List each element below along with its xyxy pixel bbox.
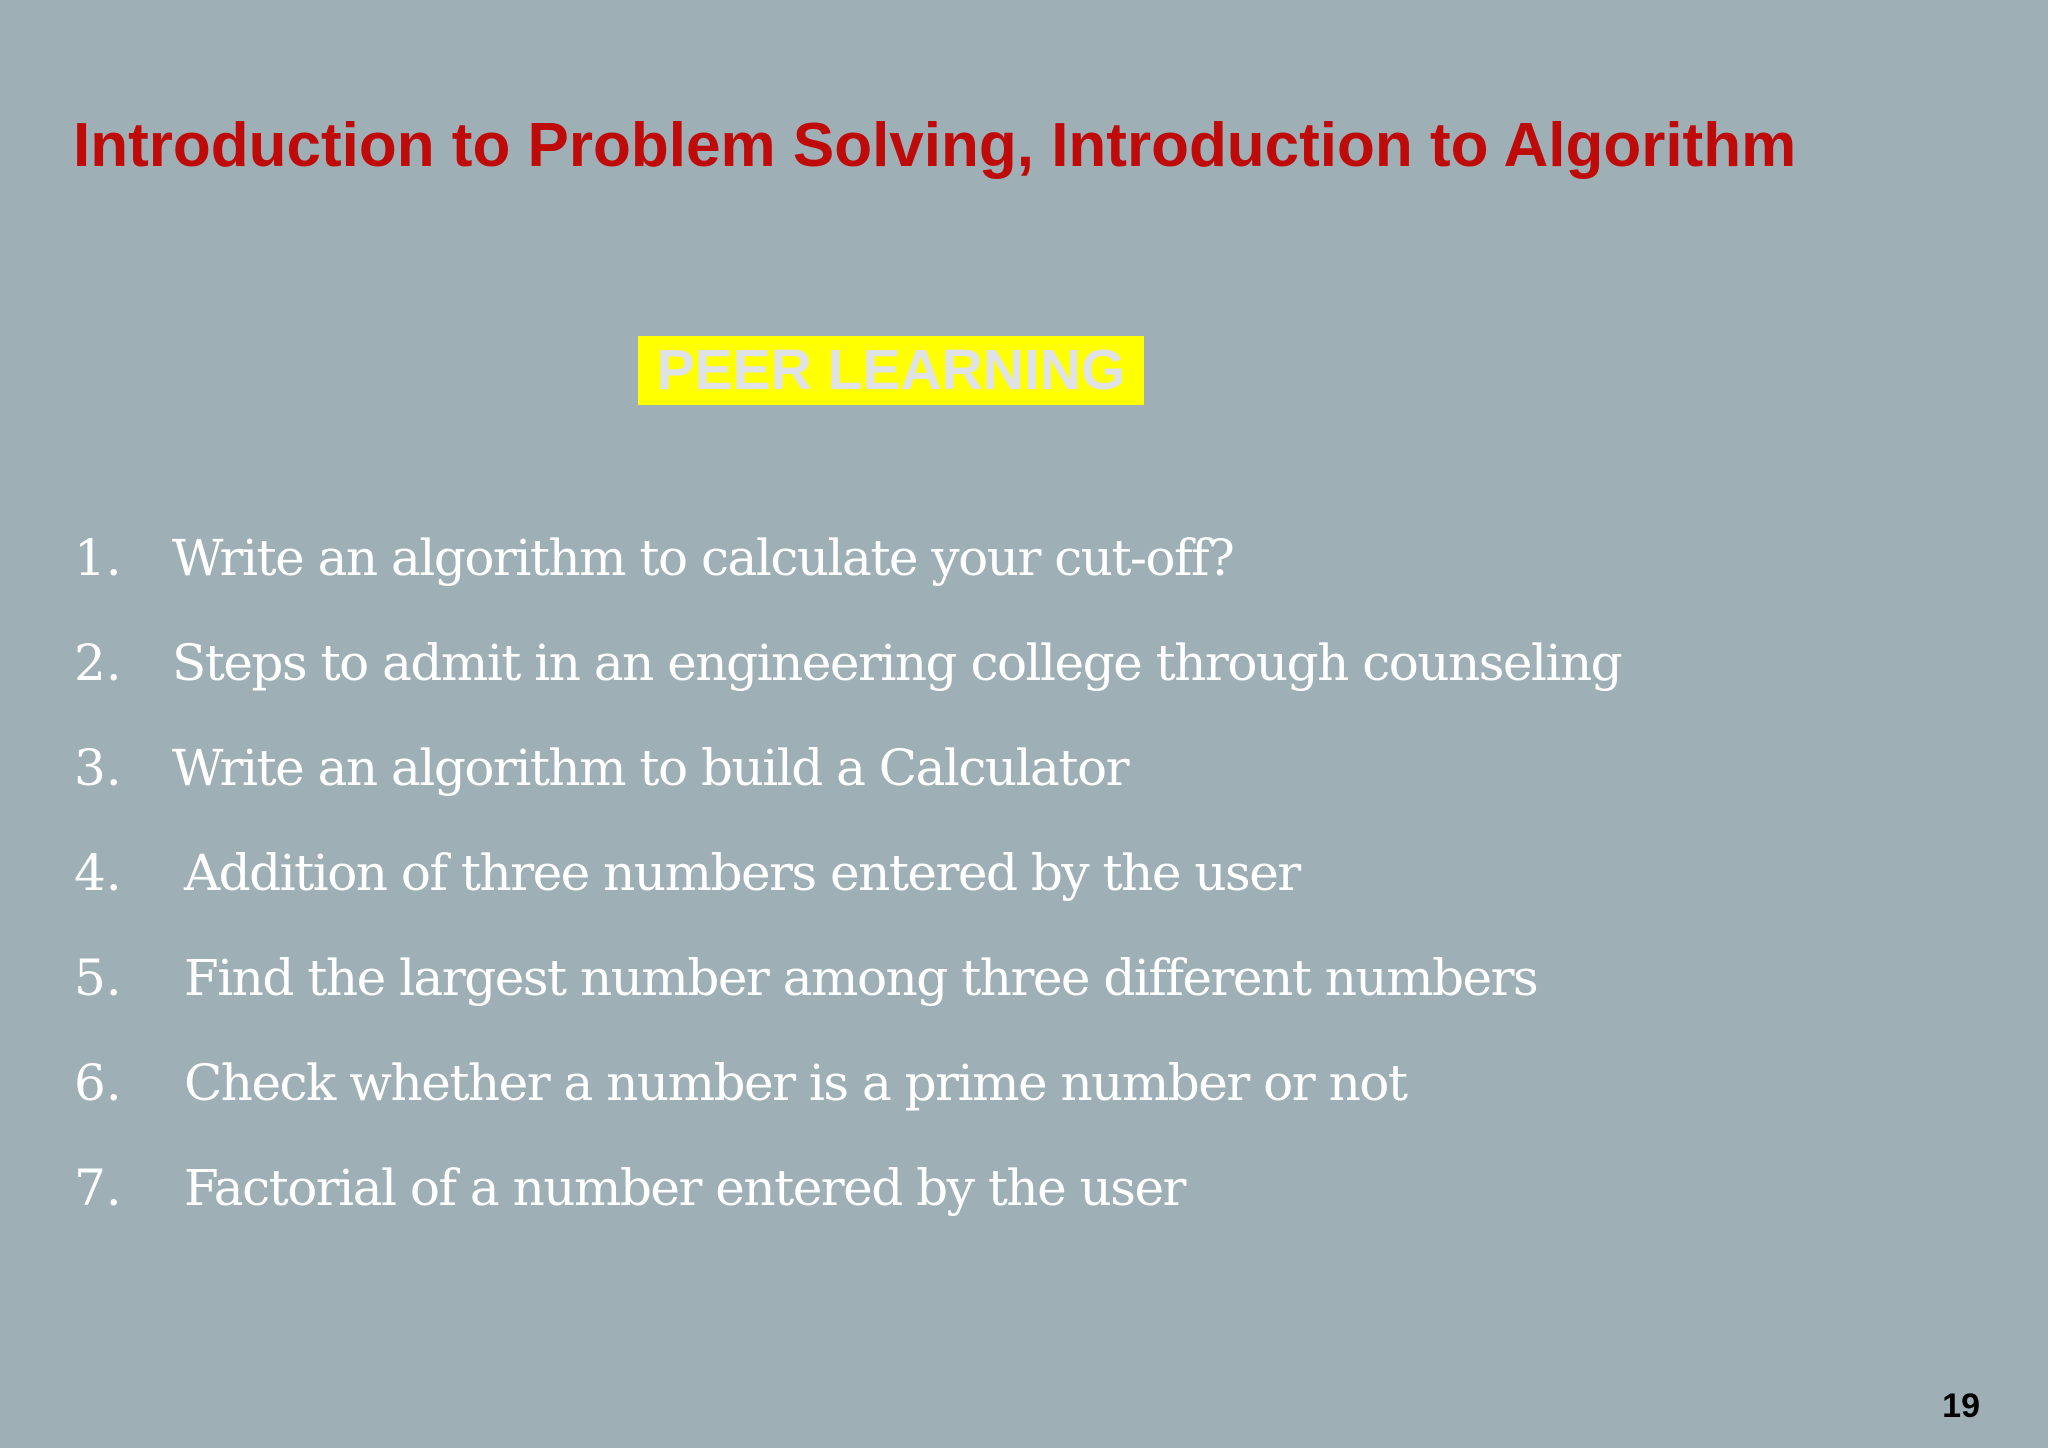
list-item [0,938,1800,1018]
list-item-number: 3. [74,739,122,797]
list-item-text: Addition of three numbers entered by the user [184,844,1300,902]
list-item-number: 7. [74,1159,122,1217]
list-item-number: 5. [74,949,122,1007]
list-item-number: 6. [74,1054,122,1112]
list-item [0,1148,1800,1228]
list-item-number: 1. [74,529,122,587]
slide-title: Introduction to Problem Solving, Introduction to Algorithm [73,111,1797,180]
list-item-text: Write an algorithm to build a Calculator [172,739,1128,797]
list-item-text: Factorial of a number entered by the user [184,1159,1185,1217]
list-item [0,518,1800,598]
list-item [0,1043,1800,1123]
peer-learning-heading: PEER LEARNING [638,336,1144,405]
list-item [0,728,1800,808]
list-item-number: 4. [74,844,122,902]
list-item-number: 2. [74,634,122,692]
list-item-text: Find the largest number among three different numbers [184,949,1538,1007]
list-item-text: Check whether a number is a prime number or not [184,1054,1407,1112]
list-item-text: Write an algorithm to calculate your cut-off? [172,529,1234,587]
list-item [0,623,1800,703]
page-number: 19 [1942,1387,1980,1425]
list-item-text: Steps to admit in an engineering college through counseling [172,634,1622,692]
list-item [0,833,1800,913]
